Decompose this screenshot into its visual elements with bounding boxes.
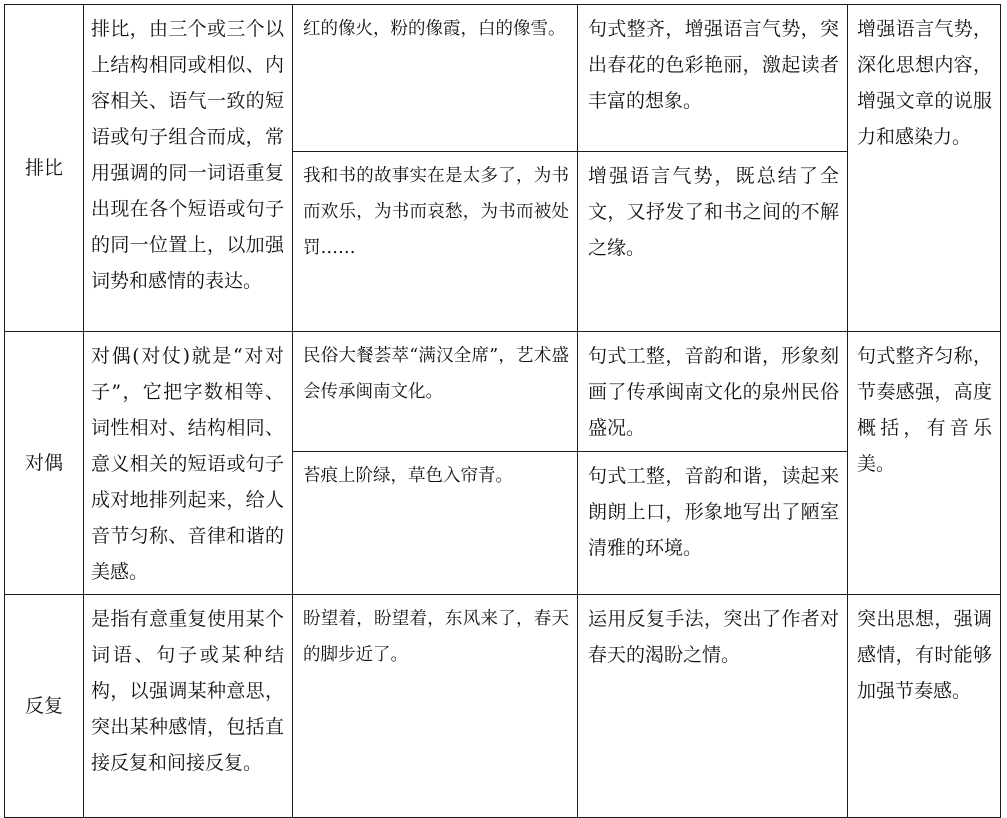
example-cell: 民俗大餐荟萃“满汉全席”，艺术盛会传承闽南文化。: [293, 332, 578, 452]
device-name-cell: [5, 5, 84, 332]
effect-cell: 句式工整，音韵和谐，读起来朗朗上口，形象地写出了陋室清雅的环境。: [578, 451, 848, 594]
effect-cell: 句式整齐，增强语言气势，突出春花的色彩艳丽，激起读者丰富的想象。: [578, 5, 848, 152]
rhetoric-table: [4, 4, 1001, 818]
effect-cell: 句式工整，音韵和谐，形象刻画了传承闽南文化的泉州民俗盛况。: [578, 332, 848, 452]
effect-cell: 增强语言气势，既总结了全文，又抒发了和书之间的不解之缘。: [578, 152, 848, 332]
table-row: [5, 332, 1001, 452]
device-name-cell: [5, 332, 84, 595]
table-row: [5, 595, 1001, 818]
device-name: 反复: [24, 695, 63, 717]
effect-cell: 运用反复手法，突出了作者对春天的渴盼之情。: [578, 595, 848, 818]
device-name: 排比: [24, 157, 63, 179]
example-cell: 盼望着，盼望着，东风来了，春天的脚步近了。: [293, 595, 578, 818]
overall-effect-cell: 句式整齐匀称，节奏感强，高度概括，有音乐美。: [848, 332, 1001, 595]
example-cell: 红的像火，粉的像霞，白的像雪。: [293, 5, 578, 152]
example-cell: 苔痕上阶绿，草色入帘青。: [293, 451, 578, 594]
definition-cell: 对偶(对仗)就是“对对子”，它把字数相等、词性相对、结构相同、意义相关的短语或句子成对地排列起来，给人音节匀称、音律和谐的美感。: [84, 332, 293, 595]
device-name: 对偶: [24, 452, 63, 474]
table-row: [5, 5, 1001, 152]
definition-cell: 是指有意重复使用某个词语、句子或某种结构，以强调某种意思，突出某种感情，包括直接反复和间接反复。: [84, 595, 293, 818]
definition-cell: 排比，由三个或三个以上结构相同或相似、内容相关、语气一致的短语或句子组合而成，常用强调的同一词语重复出现在各个短语或句子的同一位置上，以加强词势和感情的表达。: [84, 5, 293, 332]
overall-effect-cell: 增强语言气势，深化思想内容，增强文章的说服力和感染力。: [848, 5, 1001, 332]
overall-effect-cell: 突出思想，强调感情，有时能够加强节奏感。: [848, 595, 1001, 818]
example-cell: 我和书的故事实在是太多了，为书而欢乐，为书而哀愁，为书而被处罚……: [293, 152, 578, 332]
device-name-cell: [5, 595, 84, 818]
